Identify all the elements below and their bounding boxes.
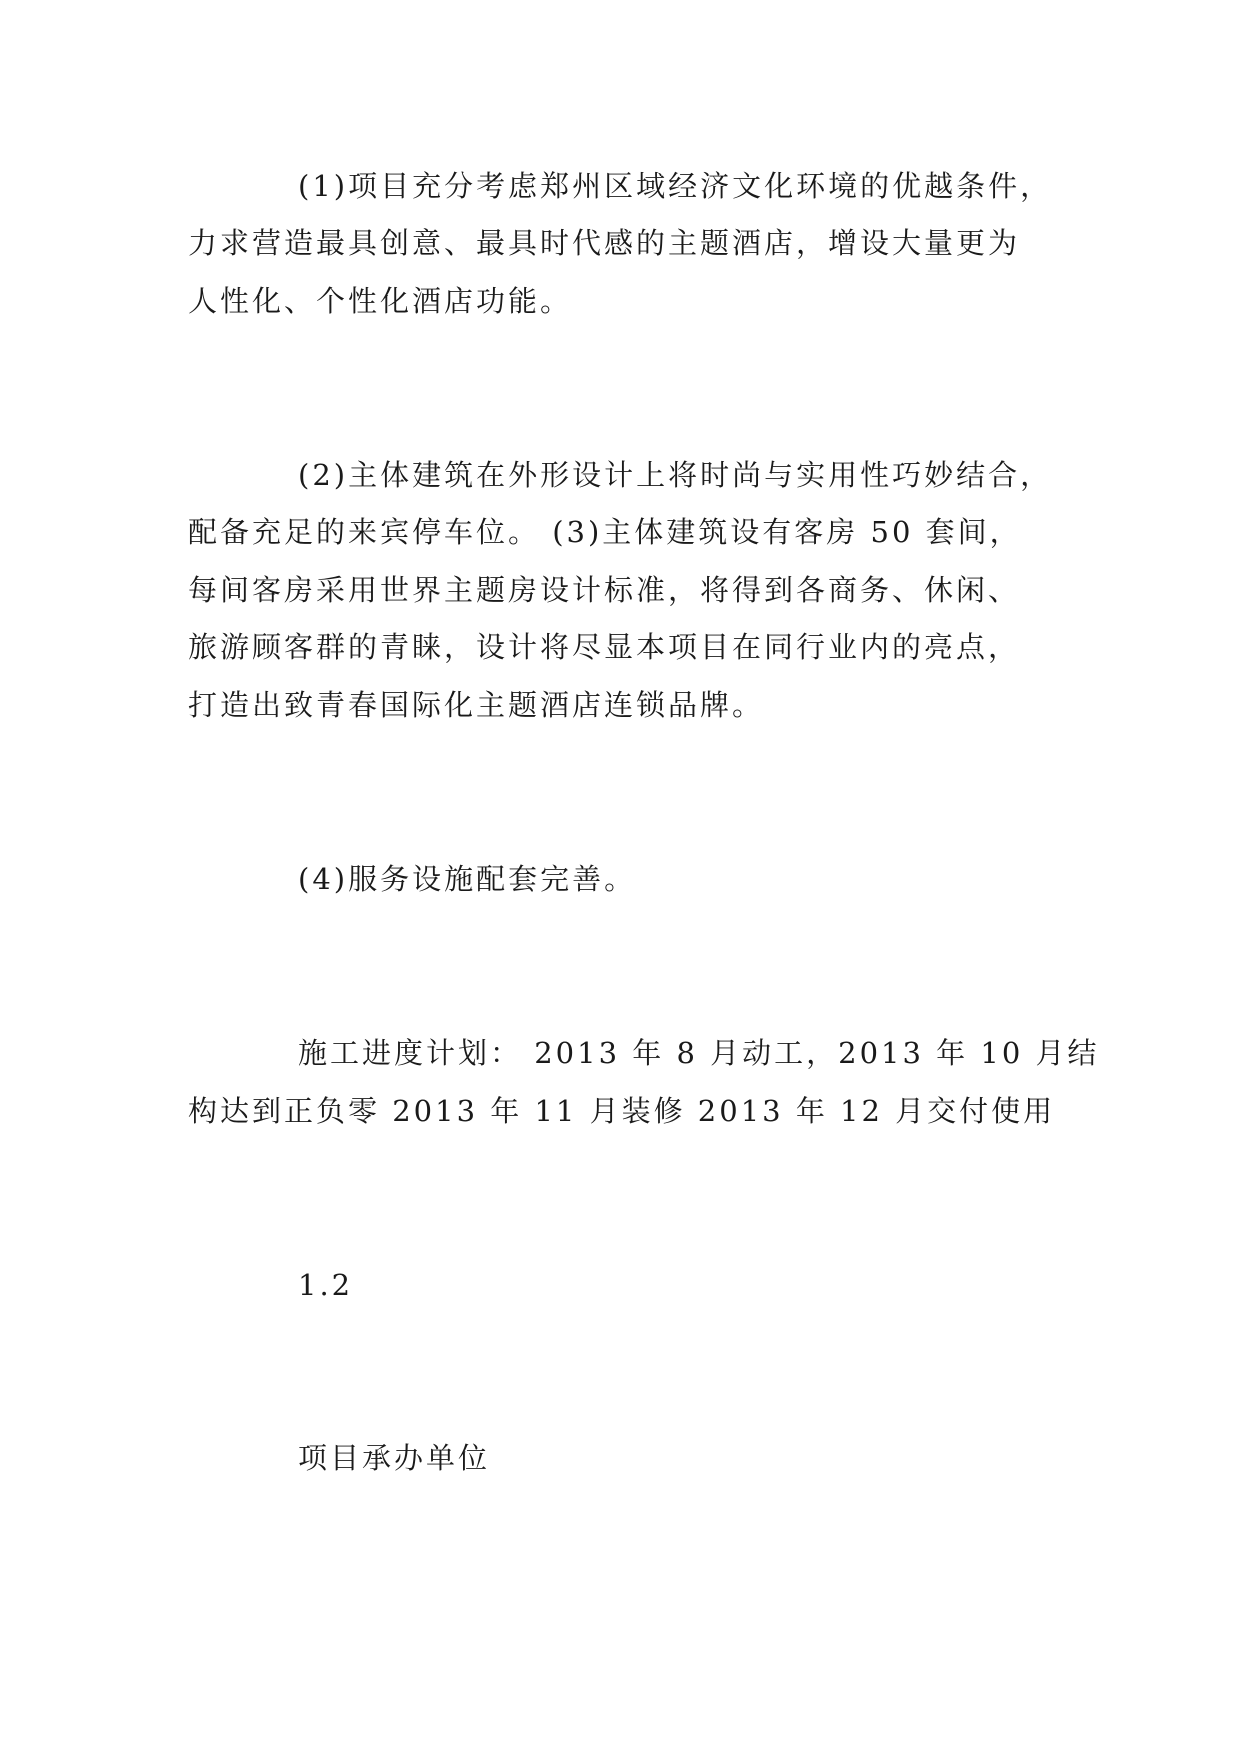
paragraph-4-line-2: 构达到正负零 2013 年 11 月装修 2013 年 12 月交付使用 <box>188 1094 1056 1128</box>
paragraph-2-line-4: 旅游顾客群的青睐，设计将尽显本项目在同行业内的亮点， <box>188 630 1021 664</box>
paragraph-2-line-1: (2)主体建筑在外形设计上将时尚与实用性巧妙结合， <box>298 458 1053 492</box>
paragraph-1-line-1: (1)项目充分考虑郑州区域经济文化环境的优越条件， <box>298 169 1053 203</box>
section-number: 1.2 <box>298 1268 354 1302</box>
paragraph-1-line-3: 人性化、个性化酒店功能。 <box>188 284 573 318</box>
paragraph-2-line-2: 配备充足的来宾停车位。 (3)主体建筑设有客房 50 套间， <box>188 515 1022 549</box>
paragraph-4-line-1: 施工进度计划： 2013 年 8 月动工，2013 年 10 月结 <box>298 1036 1100 1070</box>
paragraph-1-line-2: 力求营造最具创意、最具时代感的主题酒店，增设大量更为 <box>188 226 1021 260</box>
section-title: 项目承办单位 <box>298 1441 491 1475</box>
paragraph-3-line-1: (4)服务设施配套完善。 <box>298 862 637 896</box>
paragraph-2-line-5: 打造出致青春国际化主题酒店连锁品牌。 <box>188 688 765 722</box>
paragraph-2-line-3: 每间客房采用世界主题房设计标准，将得到各商务、休闲、 <box>188 573 1021 607</box>
